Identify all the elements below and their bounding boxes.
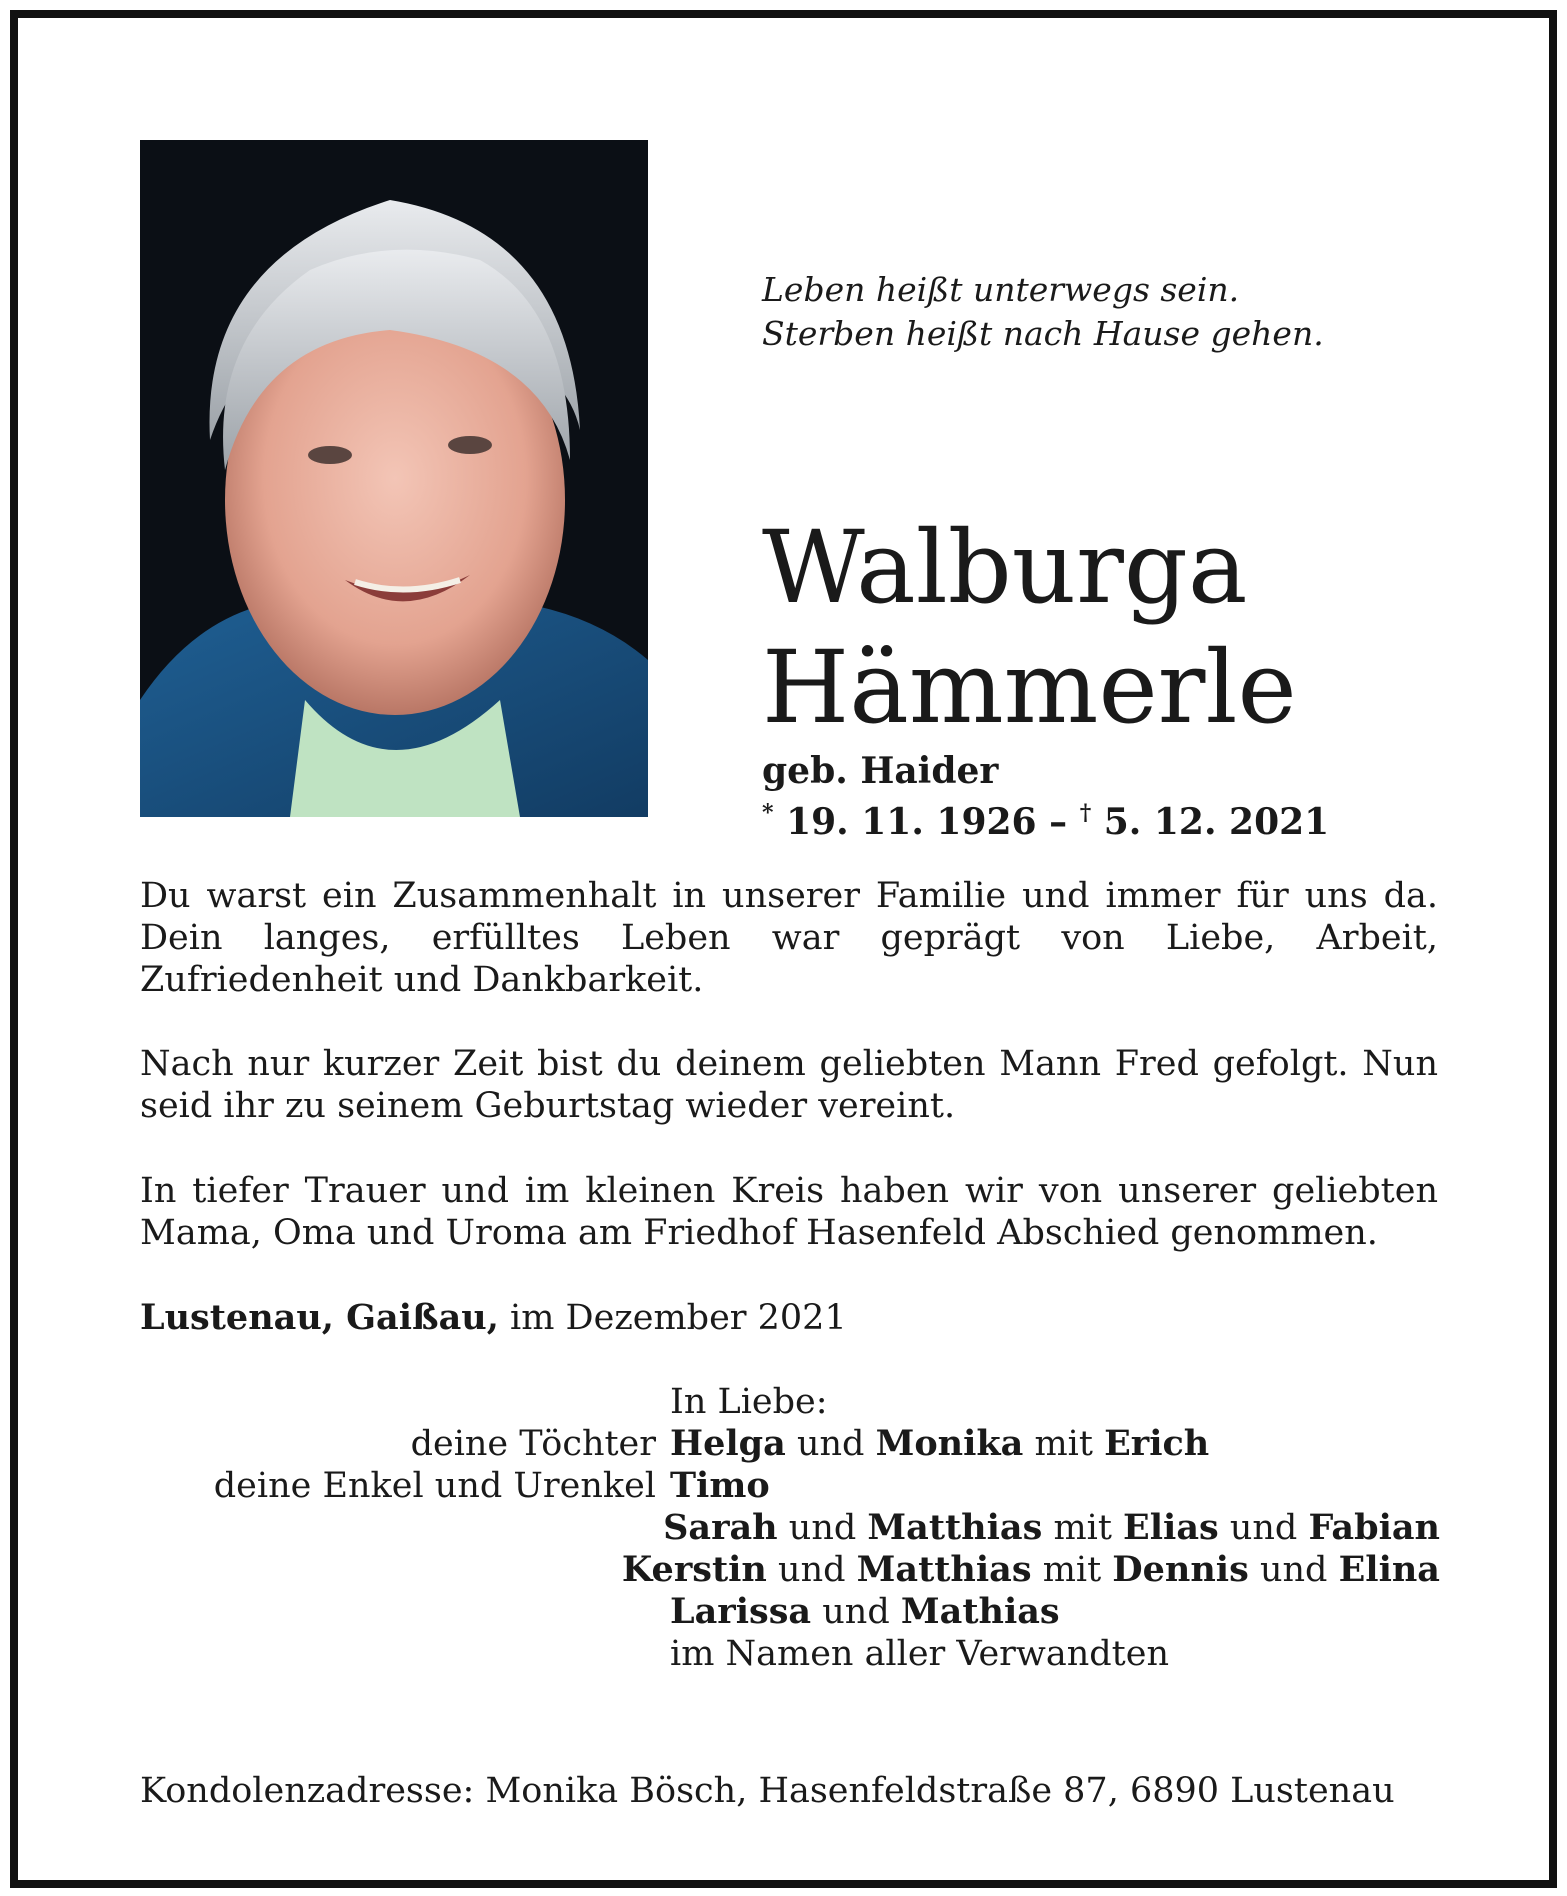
signer-name: Elias	[1123, 1507, 1219, 1548]
connector-word: und	[796, 1424, 865, 1464]
empty-label	[140, 1591, 670, 1633]
signer-name: Matthias	[856, 1549, 1032, 1590]
paragraph: Du warst ein Zusammenhalt in unserer Familie und immer für uns da. Dein langes, erfülltes Leben war geprägt von Liebe, Arbeit, Zufriedenheit und Dankbarkeit.	[140, 876, 1438, 1000]
first-name: Walburga	[762, 509, 1248, 626]
signer-name: Kerstin	[621, 1549, 767, 1590]
signer-names	[670, 1591, 1440, 1633]
connector-word: und	[1259, 1550, 1328, 1590]
signer-row	[140, 1549, 1440, 1591]
signer-row	[140, 1507, 1440, 1549]
maiden-name: geb. Haider	[762, 750, 999, 792]
motto-line: Sterben heißt nach Hause gehen.	[762, 314, 1324, 353]
empty-label	[140, 1633, 670, 1675]
birth-symbol: *	[762, 800, 774, 826]
connector-word: mit	[1053, 1508, 1112, 1548]
paragraph: In tiefer Trauer und im kleinen Kreis haben wir von unserer geliebten Mama, Oma und Uroma am Friedhof Hasenfeld Abschied genommen.	[140, 1171, 1438, 1253]
connector-word: und	[1229, 1508, 1298, 1548]
death-symbol: †	[1079, 800, 1092, 826]
portrait-photo	[140, 140, 648, 817]
signer-name: Matthias	[867, 1507, 1043, 1548]
obituary-frame	[10, 10, 1557, 1888]
grandchildren-label: deine Enkel und Urenkel	[213, 1466, 656, 1506]
signer-row	[140, 1591, 1440, 1633]
signer-name: Timo	[670, 1465, 770, 1506]
signer-name: Sarah	[663, 1507, 778, 1548]
connector-word: und	[778, 1550, 846, 1590]
signer-name: Elina	[1338, 1549, 1440, 1590]
date-text: im Dezember 2021	[510, 1298, 847, 1338]
signer-names	[622, 1549, 1440, 1591]
signer-name: Fabian	[1308, 1507, 1440, 1548]
connector-word: mit	[1034, 1424, 1093, 1464]
place-date-line	[140, 1297, 847, 1339]
date-separator: –	[1049, 801, 1068, 843]
connector-word: und	[788, 1508, 857, 1548]
empty-label	[140, 1549, 622, 1591]
signer-row	[140, 1423, 1440, 1465]
daughters-label: deine Töchter	[410, 1424, 656, 1464]
signer-name: Dennis	[1112, 1549, 1249, 1590]
death-date: 5. 12. 2021	[1103, 801, 1330, 843]
birth-date: 19. 11. 1926	[786, 801, 1037, 843]
signer-name: Mathias	[900, 1591, 1060, 1632]
motto-line: Leben heißt unterwegs sein.	[762, 270, 1240, 309]
places: Lustenau, Gaißau,	[140, 1297, 499, 1338]
signers-closing-row	[140, 1633, 1440, 1675]
signers-block	[140, 1381, 1440, 1675]
motto-quote	[762, 268, 1324, 356]
signer-name: Erich	[1104, 1423, 1210, 1464]
paragraph: Nach nur kurzer Zeit bist du deinem geliebten Mann Fred gefolgt. Nun seid ihr zu seinem Geburtstag wieder vereint.	[140, 1044, 1438, 1126]
signers-intro-row	[140, 1381, 1440, 1423]
signer-names	[670, 1423, 1440, 1465]
signer-names	[663, 1507, 1440, 1549]
empty-label	[140, 1381, 670, 1423]
signer-names	[670, 1465, 1440, 1507]
signers-intro: In Liebe:	[670, 1382, 828, 1422]
deceased-name	[762, 508, 1297, 748]
signer-name: Monika	[875, 1423, 1024, 1464]
life-dates	[762, 792, 1329, 843]
last-name: Hämmerle	[762, 629, 1297, 746]
condolence-address: Kondolenzadresse: Monika Bösch, Hasenfeldstraße 87, 6890 Lustenau	[140, 1771, 1395, 1811]
empty-label	[140, 1507, 663, 1549]
signer-row	[140, 1465, 1440, 1507]
connector-word: mit	[1042, 1550, 1102, 1590]
connector-word: und	[822, 1592, 890, 1632]
signer-name: Helga	[670, 1423, 786, 1464]
signer-name: Larissa	[670, 1591, 812, 1632]
signers-closing: im Namen aller Verwandten	[670, 1634, 1169, 1674]
